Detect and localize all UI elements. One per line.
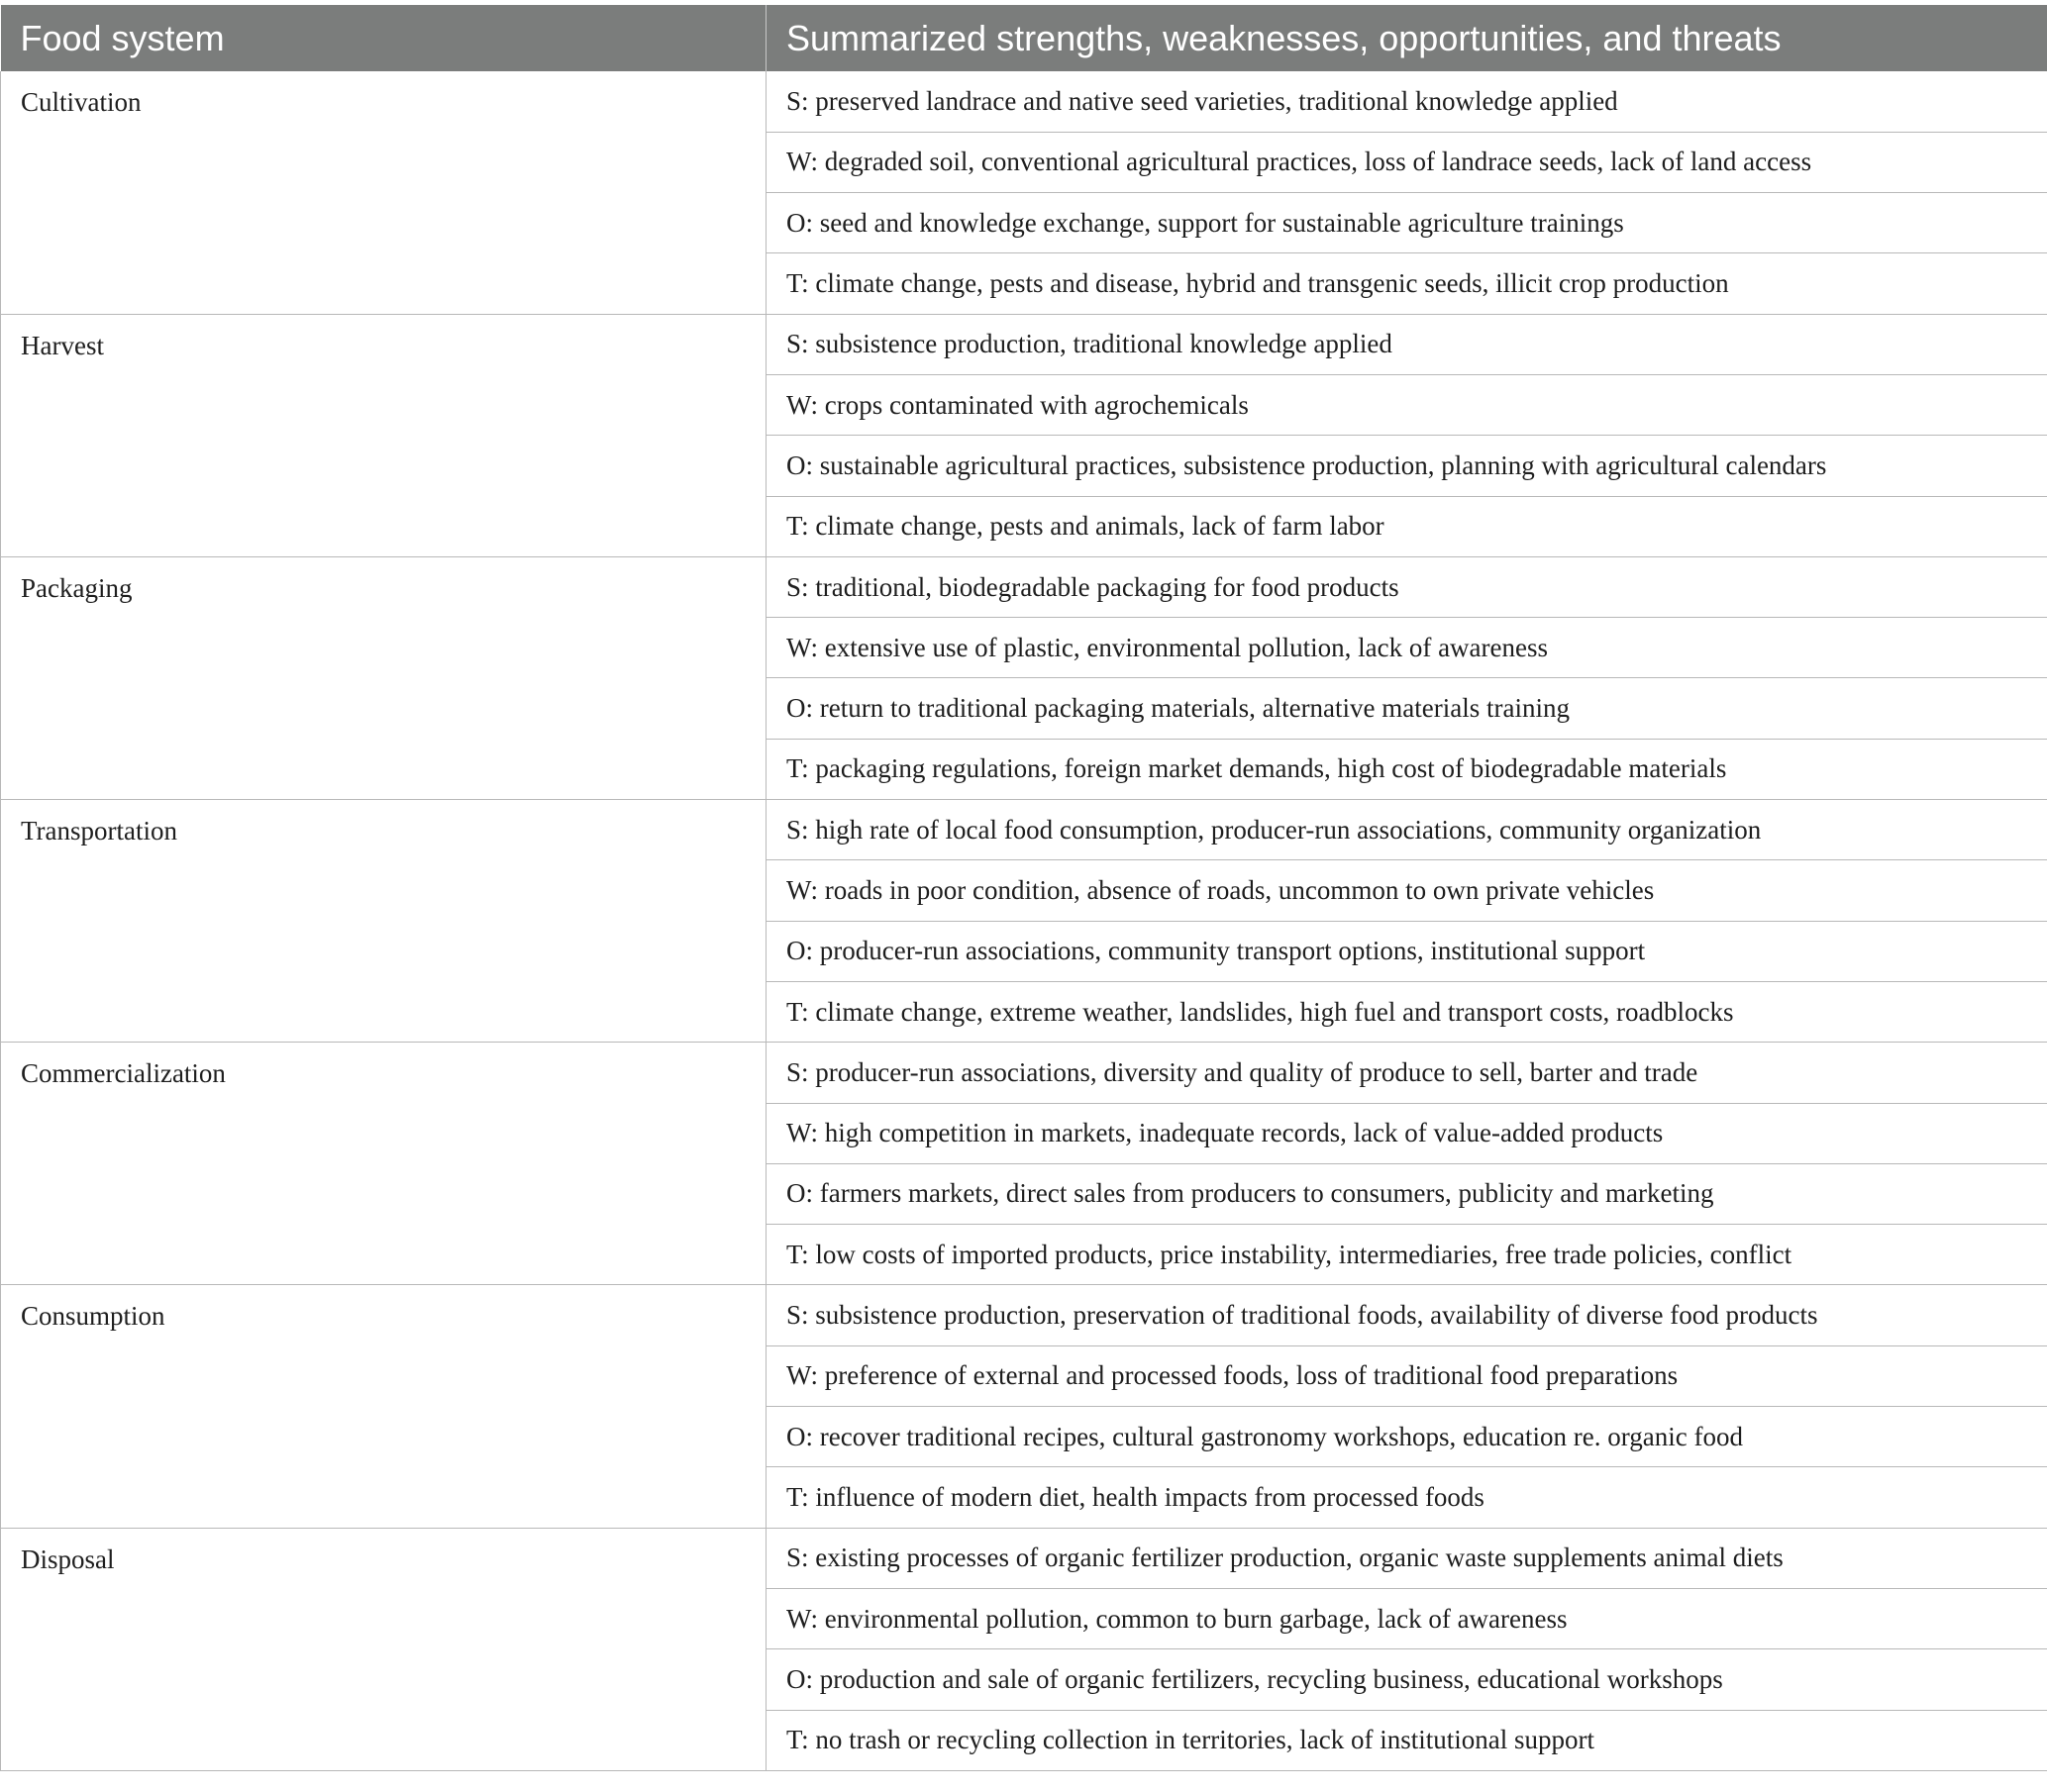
swot-item-cell: W: degraded soil, conventional agricultural practices, loss of landrace seeds, lack of land access [767,132,2047,192]
table-header [1,5,2047,71]
swot-item-cell: T: climate change, extreme weather, landslides, high fuel and transport costs, roadblocks [767,981,2047,1042]
swot-item-cell: T: climate change, pests and animals, lack of farm labor [767,496,2047,556]
table-row [1,556,2047,617]
swot-item-cell: O: farmers markets, direct sales from producers to consumers, publicity and marketing [767,1163,2047,1224]
swot-item-cell: W: extensive use of plastic, environmental pollution, lack of awareness [767,618,2047,678]
swot-item-cell: S: subsistence production, preservation of traditional foods, availability of diverse food products [767,1285,2047,1345]
food-system-stage-cell: Cultivation [1,71,767,314]
swot-item-cell: W: high competition in markets, inadequate records, lack of value-added products [767,1103,2047,1163]
swot-item-cell: O: recover traditional recipes, cultural gastronomy workshops, education re. organic food [767,1407,2047,1467]
swot-item-cell: O: production and sale of organic fertilizers, recycling business, educational workshops [767,1649,2047,1710]
table-row [1,1285,2047,1345]
swot-item-cell: W: environmental pollution, common to burn garbage, lack of awareness [767,1588,2047,1648]
swot-item-cell: W: preference of external and processed foods, loss of traditional food preparations [767,1345,2047,1406]
swot-item-cell: S: subsistence production, traditional knowledge applied [767,314,2047,374]
food-system-stage-cell: Transportation [1,800,767,1043]
swot-item-cell: T: low costs of imported products, price instability, intermediaries, free trade policies, conflict [767,1225,2047,1285]
table-row [1,800,2047,860]
swot-item-cell: O: producer-run associations, community transport options, institutional support [767,921,2047,981]
table-row [1,1043,2047,1103]
table-row [1,1528,2047,1588]
swot-item-cell: T: influence of modern diet, health impacts from processed foods [767,1467,2047,1528]
swot-item-cell: S: traditional, biodegradable packaging for food products [767,556,2047,617]
swot-item-cell: O: sustainable agricultural practices, subsistence production, planning with agricultural calendars [767,436,2047,496]
table-body [1,71,2047,1770]
swot-item-cell: S: existing processes of organic fertilizer production, organic waste supplements animal diets [767,1528,2047,1588]
swot-table [0,5,2047,1771]
swot-item-cell: S: high rate of local food consumption, producer-run associations, community organization [767,800,2047,860]
food-system-stage-cell: Consumption [1,1285,767,1528]
swot-item-cell: T: packaging regulations, foreign market demands, high cost of biodegradable materials [767,739,2047,799]
food-system-stage-cell: Packaging [1,556,767,799]
swot-item-cell: S: preserved landrace and native seed varieties, traditional knowledge applied [767,71,2047,132]
food-system-stage-cell: Disposal [1,1528,767,1770]
swot-item-cell: W: crops contaminated with agrochemicals [767,374,2047,435]
food-system-stage-cell: Commercialization [1,1043,767,1285]
swot-item-cell: T: climate change, pests and disease, hybrid and transgenic seeds, illicit crop production [767,253,2047,314]
swot-item-cell: S: producer-run associations, diversity and quality of produce to sell, barter and trade [767,1043,2047,1103]
table-row [1,71,2047,132]
table-row [1,314,2047,374]
header-food-system: Food system [1,5,767,71]
swot-item-cell: O: seed and knowledge exchange, support for sustainable agriculture trainings [767,193,2047,253]
food-system-stage-cell: Harvest [1,314,767,556]
header-row [1,5,2047,71]
swot-item-cell: T: no trash or recycling collection in territories, lack of institutional support [767,1710,2047,1770]
swot-item-cell: O: return to traditional packaging materials, alternative materials training [767,678,2047,739]
header-swot-summary: Summarized strengths, weaknesses, opportunities, and threats [767,5,2047,71]
swot-item-cell: W: roads in poor condition, absence of roads, uncommon to own private vehicles [767,860,2047,921]
